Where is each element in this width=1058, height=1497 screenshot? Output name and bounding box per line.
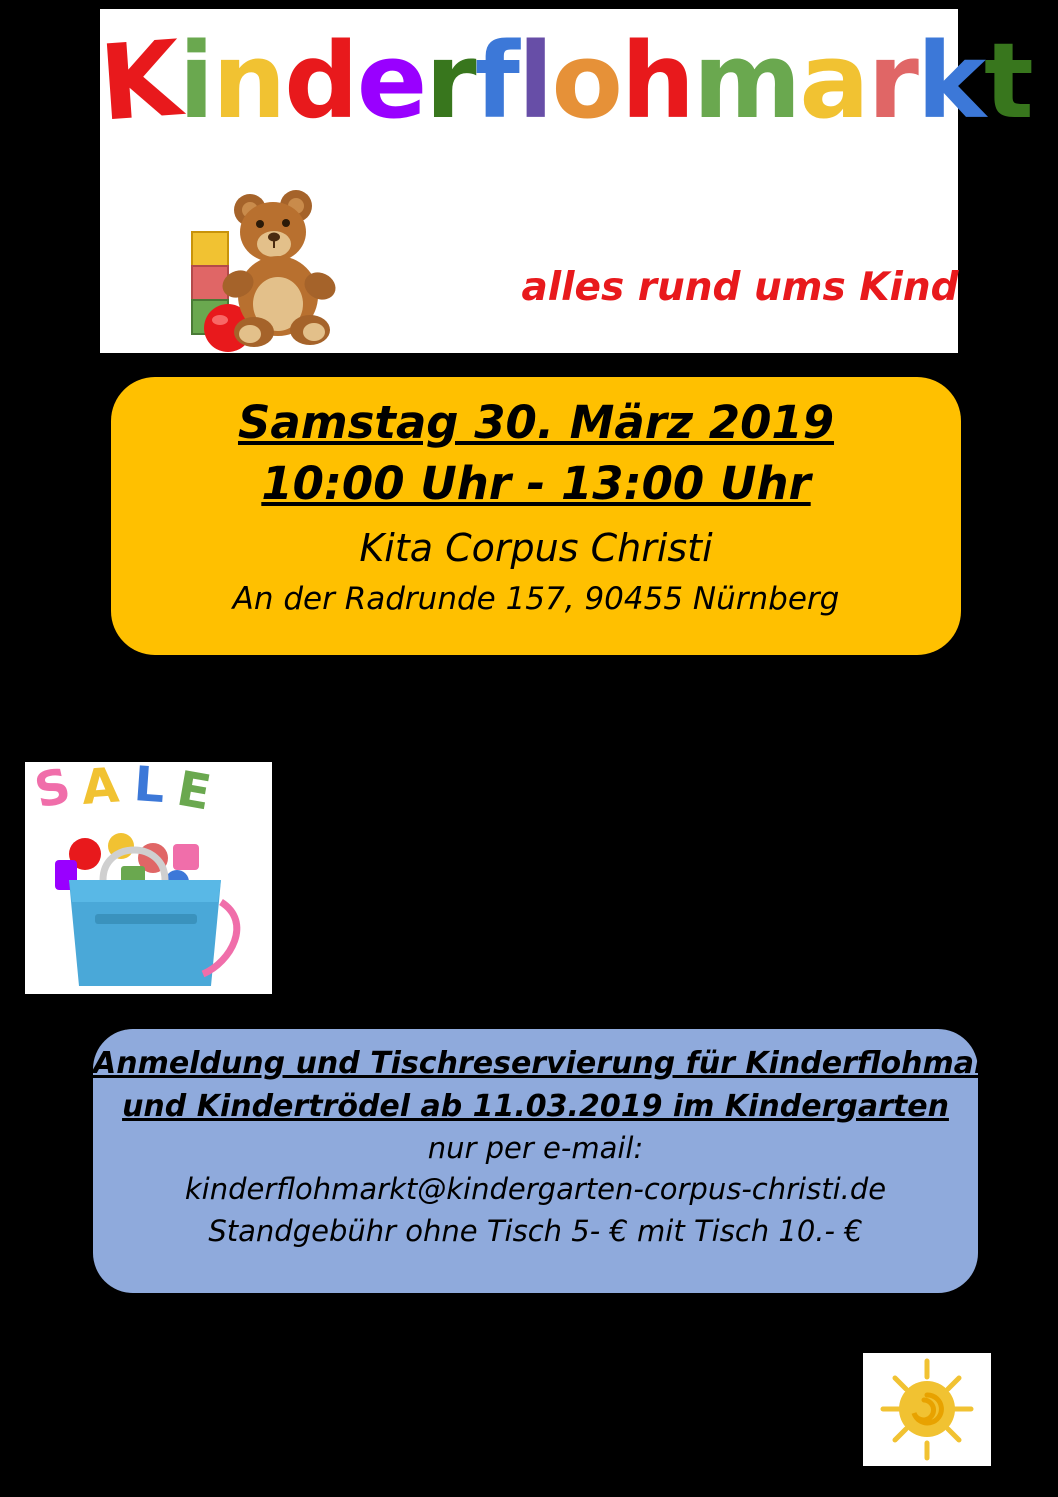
title-letter: i <box>178 20 213 142</box>
title-letter: l <box>517 20 552 142</box>
registration-line-3: nur per e-mail: <box>427 1131 644 1166</box>
event-venue: Kita Corpus Christi <box>359 525 713 570</box>
svg-text:S: S <box>29 762 76 820</box>
sale-bag-icon <box>25 762 272 994</box>
title-letter: d <box>284 20 357 142</box>
poster-subtitle: alles rund ums Kind <box>521 265 959 310</box>
svg-text:A: A <box>79 762 121 816</box>
title-letter: t <box>984 20 1032 142</box>
registration-line-1: Anmeldung und Tischreservierung für Kinderflohmarkt <box>93 1046 1024 1081</box>
title-letter: r <box>867 20 917 142</box>
title-letter: k <box>916 20 985 142</box>
title-letter: o <box>551 20 621 142</box>
registration-fees: Standgebühr ohne Tisch 5- € mit Tisch 10.- € <box>208 1213 863 1248</box>
title-letter: h <box>620 20 693 142</box>
teddy-bear-icon <box>186 180 356 353</box>
sun-icon <box>863 1353 991 1466</box>
event-time: 10:00 Uhr - 13:00 Uhr <box>261 456 811 510</box>
registration-line-2: und Kindertrödel ab 11.03.2019 im Kindergarten <box>122 1088 949 1124</box>
registration-box <box>93 1029 1024 1293</box>
svg-text:L: L <box>132 762 167 815</box>
header-band <box>95 9 1032 353</box>
title-letter: n <box>212 20 285 142</box>
title-letter: r <box>425 20 475 142</box>
event-date: Samstag 30. März 2019 <box>237 396 835 449</box>
page-title <box>95 17 1032 145</box>
event-info-box <box>111 377 961 655</box>
svg-text:E: E <box>172 762 215 822</box>
title-letter: a <box>799 20 868 142</box>
title-letter: f <box>474 20 518 142</box>
title-letter: e <box>356 20 426 142</box>
title-letter: K <box>95 17 183 145</box>
event-address: An der Radrunde 157, 90455 Nürnberg <box>232 580 840 617</box>
registration-email[interactable]: kinderflohmarkt@kindergarten-corpus-christi.de <box>184 1172 887 1207</box>
title-letter: m <box>693 20 800 142</box>
